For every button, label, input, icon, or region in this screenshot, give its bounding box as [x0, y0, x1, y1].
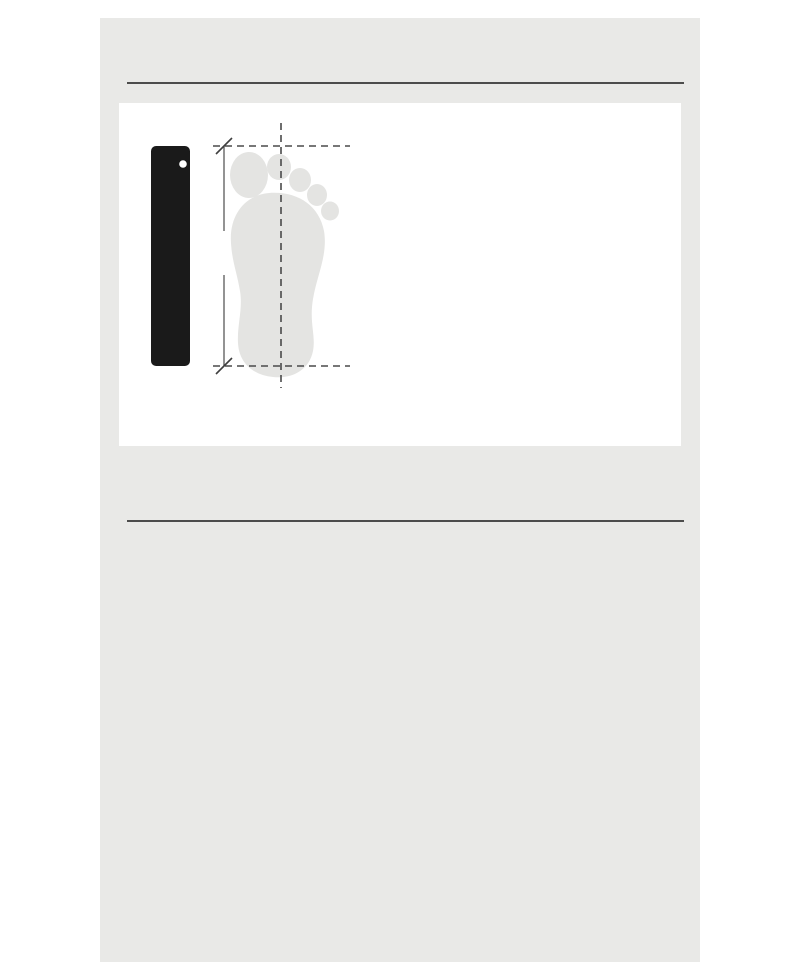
size-guide-document — [100, 18, 700, 962]
ruler-hole — [179, 160, 187, 168]
cm-measure-line — [216, 138, 232, 374]
tips-section — [396, 183, 672, 215]
foot-outline-graphic — [230, 152, 339, 377]
tips-title — [396, 183, 672, 202]
measuring-illustration-panel — [119, 103, 681, 446]
chart-divider — [127, 520, 684, 522]
ruler-graphic — [151, 146, 190, 366]
foot-measurement-illustration — [119, 103, 399, 446]
title-divider — [127, 82, 684, 84]
